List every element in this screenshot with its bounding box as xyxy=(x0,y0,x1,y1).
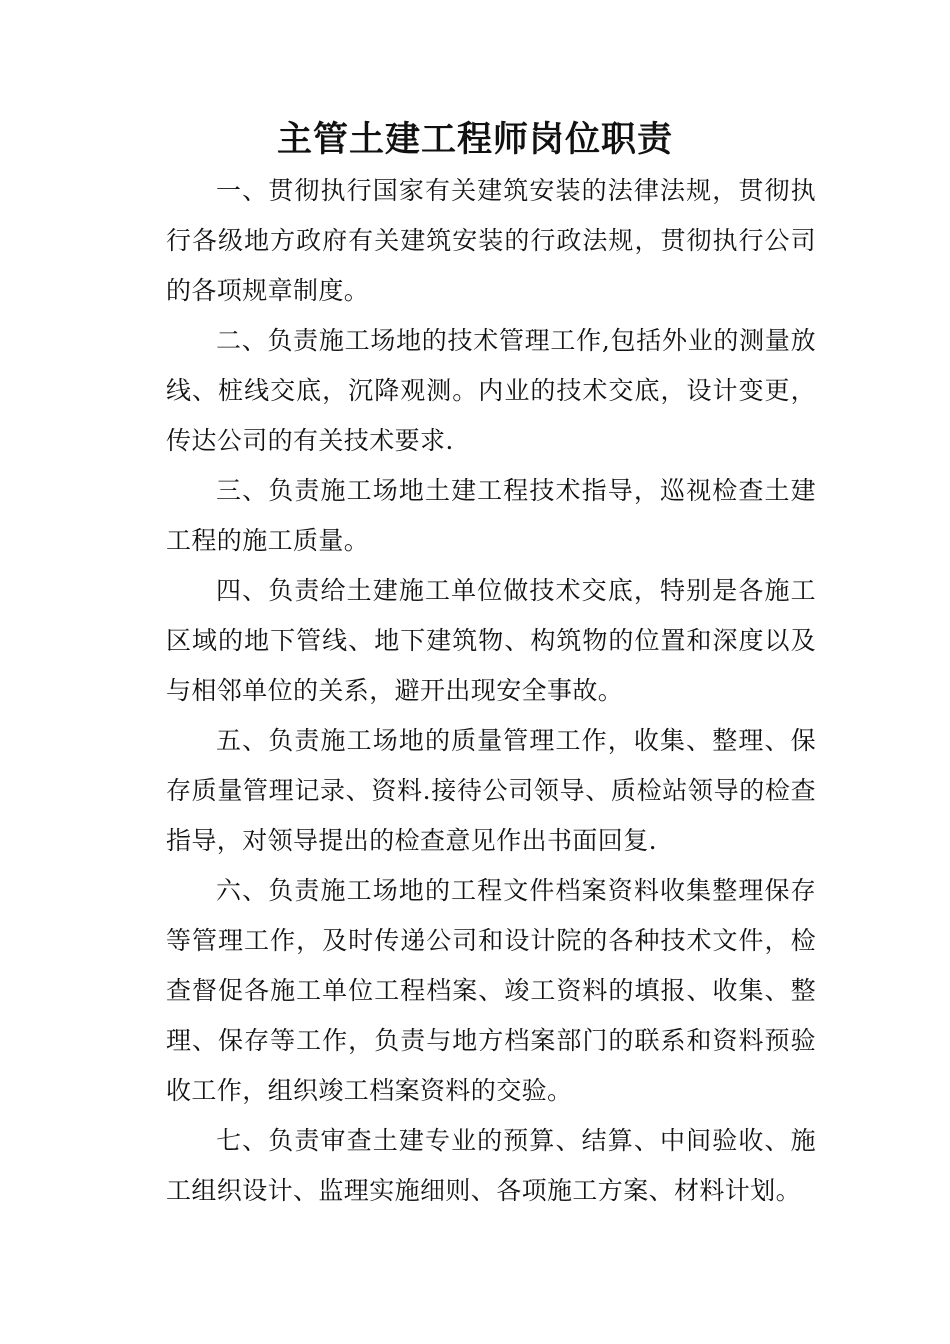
duty-paragraph-4: 四、负责给土建施工单位做技术交底，特别是各施工区域的地下管线、地下建筑物、构筑物的位置和深度以及与相邻单位的关系，避开出现安全事故。 xyxy=(166,576,816,705)
duty-paragraph-3: 三、负责施工场地土建工程技术指导，巡视检查土建工程的施工质量。 xyxy=(166,476,816,555)
document-title: 主管土建工程师岗位职责 xyxy=(276,119,673,160)
duty-paragraph-7: 七、负责审查土建专业的预算、结算、中间验收、施工组织设计、监理实施细则、各项施工方案、材料计划。 xyxy=(166,1126,816,1205)
duty-paragraph-1: 一、贯彻执行国家有关建筑安装的法律法规，贯彻执行各级地方政府有关建筑安装的行政法规，贯彻执行公司的各项规章制度。 xyxy=(166,176,816,305)
duty-paragraph-2: 二、负责施工场地的技术管理工作,包括外业的测量放线、桩线交底，沉降观测。内业的技术交底，设计变更，传达公司的有关技术要求. xyxy=(166,326,816,455)
document-body xyxy=(166,166,816,1216)
duty-paragraph-5: 五、负责施工场地的质量管理工作，收集、整理、保存质量管理记录、资料.接待公司领导、质检站领导的检查指导，对领导提出的检查意见作出书面回复. xyxy=(166,726,816,855)
duty-paragraph-6: 六、负责施工场地的工程文件档案资料收集整理保存等管理工作，及时传递公司和设计院的各种技术文件，检查督促各施工单位工程档案、竣工资料的填报、收集、整理、保存等工作，负责与地方档案部门的联系和资料预验收工作，组织竣工档案资料的交验。 xyxy=(166,876,816,1105)
